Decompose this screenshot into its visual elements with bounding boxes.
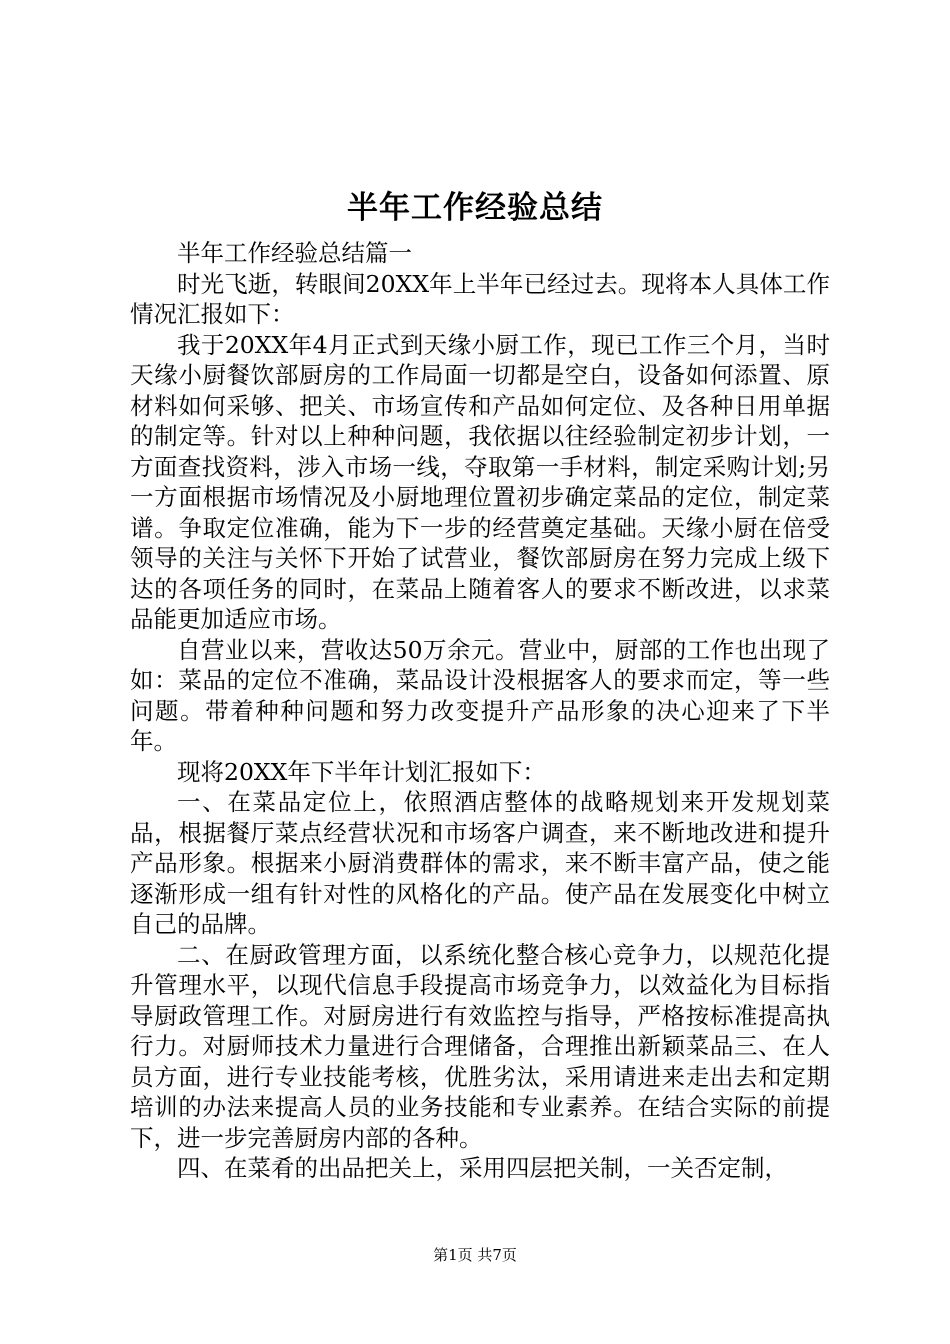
body-paragraph: 四、在菜肴的出品把关上，采用四层把关制，一关否定制， [177,1154,788,1182]
body-paragraph: 半年工作经验总结篇一 [177,239,412,267]
body-paragraph: 时光飞逝，转眼间20XX年上半年已经过去。现将本人具体工作情况汇报如下： [130,269,830,328]
body-paragraph: 自营业以来，营收达50万余元。营业中，厨部的工作也出现了如：菜品的定位不准确，菜品设计没根据客人的要求而定，等一些问题。带着种种问题和努力改变提升产品形象的决心迎来了下半年。 [130,635,830,755]
document-title: 半年工作经验总结 [347,190,603,226]
body-paragraph: 二、在厨政管理方面，以系统化整合核心竞争力，以规范化提升管理水平，以现代信息手段提高市场竞争力，以效益化为目标指导厨政管理工作。对厨房进行有效监控与指导，严格按标准提高执行力。对厨师技术力量进行合理储备，合理推出新颖菜品三、在人员方面，进行专业技能考核，优胜劣汰，采用请进来走出去和定期培训的办法来提高人员的业务技能和专业素养。在结合实际的前提下，进一步完善厨房内部的各种。 [130,940,830,1152]
page-footer: 第1页 共7页 [433,1246,517,1264]
document-body [130,238,830,1184]
body-paragraph: 我于20XX年4月正式到天缘小厨工作，现已工作三个月，当时天缘小厨餐饮部厨房的工作局面一切都是空白，设备如何添置、原材料如何采够、把关、市场宣传和产品如何定位、及各种日用单据的制定等。针对以上种种问题，我依据以往经验制定初步计划，一方面查找资料，涉入市场一线，夺取第一手材料，制定采购计划;另一方面根据市场情况及小厨地理位置初步确定菜品的定位，制定菜谱。争取定位准确，能为下一步的经营奠定基础。天缘小厨在倍受领导的关注与关怀下开始了试营业，餐饮部厨房在努力完成上级下达的各项任务的同时，在菜品上随着客人的要求不断改进，以求菜品能更加适应市场。 [130,330,830,633]
body-paragraph: 现将20XX年下半年计划汇报如下： [177,757,546,786]
body-paragraph: 一、在菜品定位上，依照酒店整体的战略规划来开发规划菜品，根据餐厅菜点经营状况和市场客户调查，来不断地改进和提升产品形象。根据来小厨消费群体的需求，来不断丰富产品，使之能逐渐形成一组有针对性的风格化的产品。使产品在发展变化中树立自己的品牌。 [130,788,830,938]
